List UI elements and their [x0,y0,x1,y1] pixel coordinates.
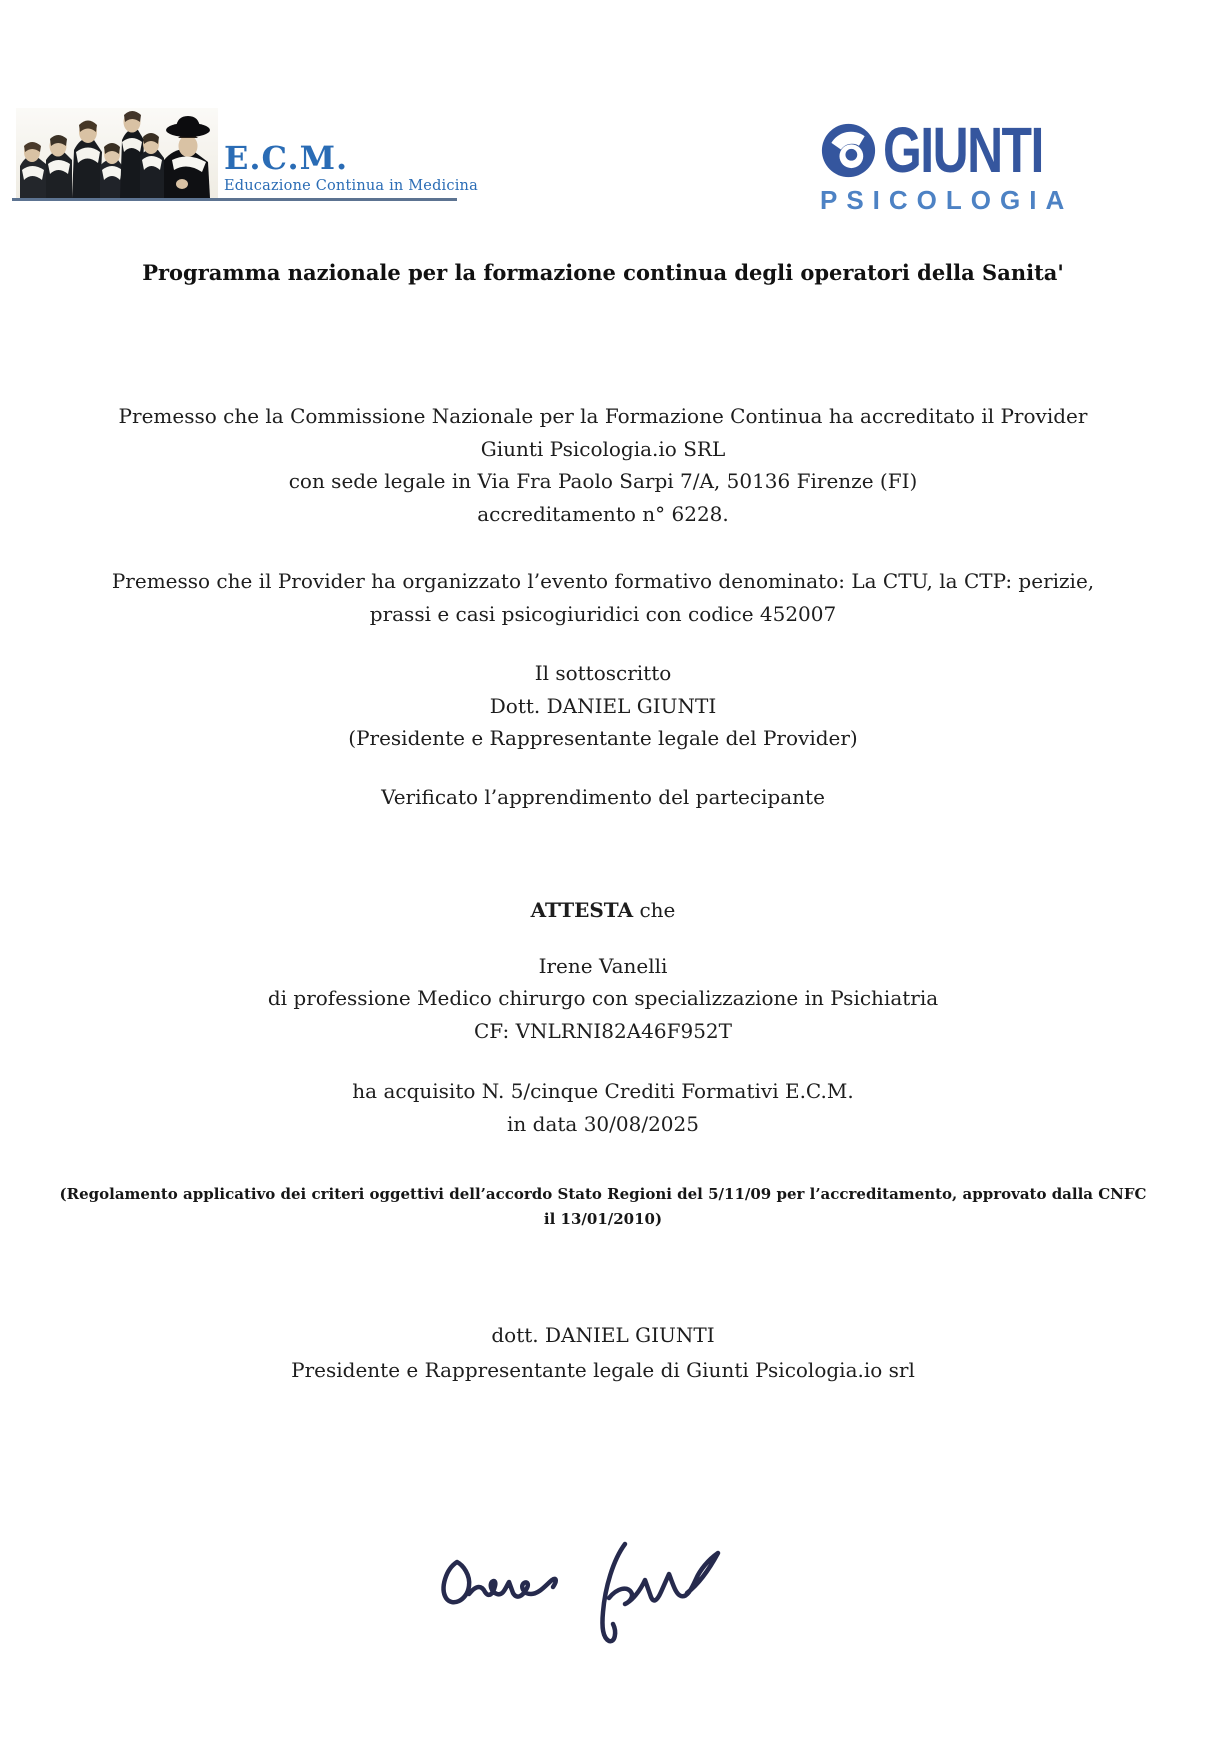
ecm-subtitle: Educazione Continua in Medicina [224,178,478,194]
premise-provider-line1: Premesso che la Commissione Nazionale per la Formazione Continua ha accreditato il Provider [118,404,1088,428]
signatory-role: Presidente e Rappresentante legale di Giunti Psicologia.io srl [291,1358,915,1382]
credits-block [0,1075,1206,1140]
premise-provider-line3: con sede legale in Via Fra Paolo Sarpi 7/A, 50136 Firenze (FI) [288,469,918,493]
participant-fiscal-code: CF: VNLRNI82A46F952T [474,1018,732,1043]
undersigned-name: Dott. DANIEL GIUNTI [489,693,717,718]
ecm-logo [12,90,482,208]
ecm-underline-rule [12,198,457,201]
header [0,0,1206,230]
attestation-line [0,894,1206,927]
document-title: Programma nazionale per la formazione continua degli operatori della Sanita' [142,260,1064,285]
credits-earned: ha acquisito N. 5/cinque Crediti Formativi E.C.M. [352,1079,854,1103]
giunti-g-icon [820,122,877,179]
ecm-painting-icon [16,94,218,198]
participant-block [0,950,1206,1048]
regulation-note-line1: (Regolamento applicativo dei criteri oggettivi dell’accordo Stato Regioni del 5/11/09 per l’accreditamento, approvato dalla CNFC [59,1185,1147,1203]
ecm-title: E.C.M. [224,139,349,177]
premise-provider-line4: accreditamento n° 6228. [477,501,729,526]
premise-event-line1: Premesso che il Provider ha organizzato l’evento formativo denominato: La CTU, la CTP: perizie, [111,569,1095,593]
verification-statement: Verificato l’apprendimento del partecipante [381,784,825,809]
signatory-name: dott. DANIEL GIUNTI [491,1323,715,1347]
signatory-block [0,1318,1206,1388]
undersigned-block [0,657,1206,755]
regulation-note-line2: il 13/01/2010) [543,1210,663,1228]
regulation-note [0,1182,1206,1232]
giunti-wordmark: GIUNTI [883,114,1043,186]
giunti-sub-wordmark: PSICOLOGIA [820,185,1074,215]
premise-provider [0,400,1206,530]
credits-date: in data 30/08/2025 [507,1111,699,1136]
premise-event [0,565,1206,630]
premise-event-line2: prassi e casi psicogiuridici con codice 452007 [369,601,837,626]
giunti-logo [820,114,1120,215]
document-body [0,258,1206,1680]
undersigned-intro: Il sottoscritto [534,661,672,685]
participant-name: Irene Vanelli [538,953,668,978]
participant-profession: di professione Medico chirurgo con specializzazione in Psichiatria [267,986,939,1010]
attestation-rest: che [633,898,676,922]
handwritten-signature-icon [429,1536,729,1676]
attestation-keyword: ATTESTA [530,898,634,922]
signature-area [0,1536,1206,1680]
premise-provider-line2: Giunti Psicologia.io SRL [480,436,726,461]
undersigned-role: (Presidente e Rappresentante legale del Provider) [348,726,858,750]
